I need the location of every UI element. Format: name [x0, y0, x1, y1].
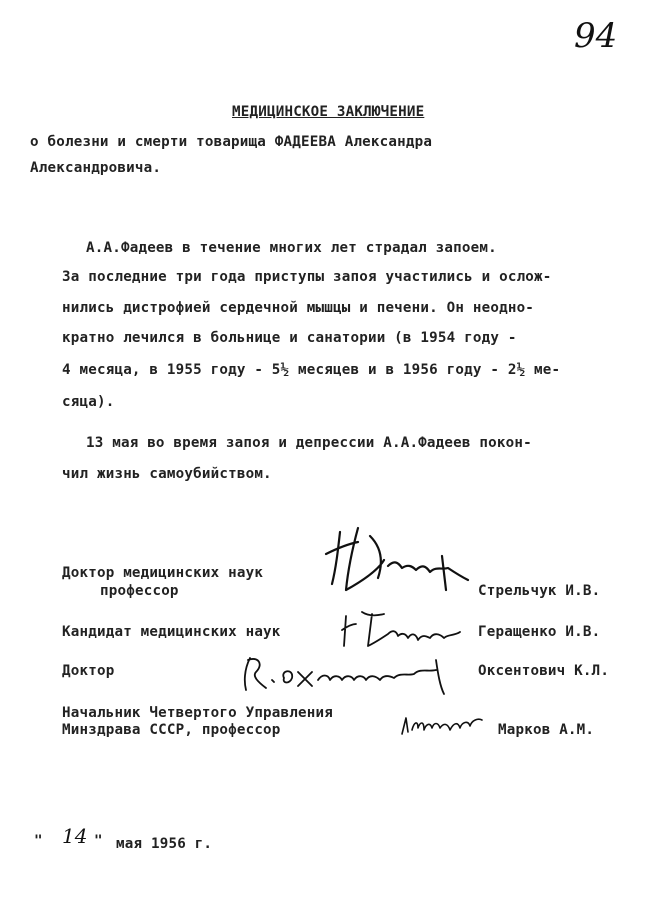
signatory-1-title-line-1: Доктор медицинских наук	[62, 565, 264, 581]
paragraph-1-line-3: нились дистрофией сердечной мышцы и печени. Он неодно-	[62, 300, 535, 316]
subtitle-line-2: Александровича.	[30, 160, 162, 176]
paragraph-1-line-6: сяца).	[62, 394, 115, 410]
signatory-1-name: Стрельчук И.В.	[478, 583, 601, 599]
document-title: МЕДИЦИНСКОЕ ЗАКЛЮЧЕНИЕ	[232, 104, 425, 120]
archive-number: 94	[574, 16, 618, 56]
signatory-4-name: Марков А.М.	[498, 722, 595, 738]
paragraph-1-line-5: 4 месяца, в 1955 году - 5½ месяцев и в 1956 году - 2½ ме-	[62, 362, 561, 378]
signature-1-handwritten	[318, 520, 478, 600]
date-quote-open: "	[34, 833, 43, 849]
signature-3-handwritten	[232, 650, 462, 698]
paragraph-2-line-1: 13 мая во время запоя и депрессии А.А.Фадеев покон-	[86, 435, 532, 451]
date-quote-close: "	[94, 833, 103, 849]
paragraph-1-line-2: За последние три года приступы запоя участились и ослож-	[62, 269, 552, 285]
signatory-2-name: Геращенко И.В.	[478, 624, 601, 640]
paragraph-1-line-1: А.А.Фадеев в течение многих лет страдал запоем.	[86, 240, 497, 256]
signatory-1-title-line-2: профессор	[100, 583, 179, 599]
signatory-4-title-line-1: Начальник Четвертого Управления	[62, 705, 333, 721]
paragraph-1-line-4: кратно лечился в больнице и санатории (в 1954 году -	[62, 330, 517, 346]
signatory-2-title-line-1: Кандидат медицинских наук	[62, 624, 281, 640]
signature-2-handwritten	[338, 608, 468, 656]
signatory-3-name: Оксентович К.Л.	[478, 663, 610, 679]
signature-4-handwritten	[396, 708, 486, 742]
date-day-handwritten: 14	[62, 824, 88, 848]
signatory-4-title-line-2: Минздрава СССР, профессор	[62, 722, 281, 738]
date-month-year: мая 1956 г.	[116, 836, 213, 852]
subtitle-line-1: о болезни и смерти товарища ФАДЕЕВА Александра	[30, 134, 433, 150]
paragraph-2-line-2: чил жизнь самоубийством.	[62, 466, 272, 482]
signatory-3-title-line-1: Доктор	[62, 663, 115, 679]
